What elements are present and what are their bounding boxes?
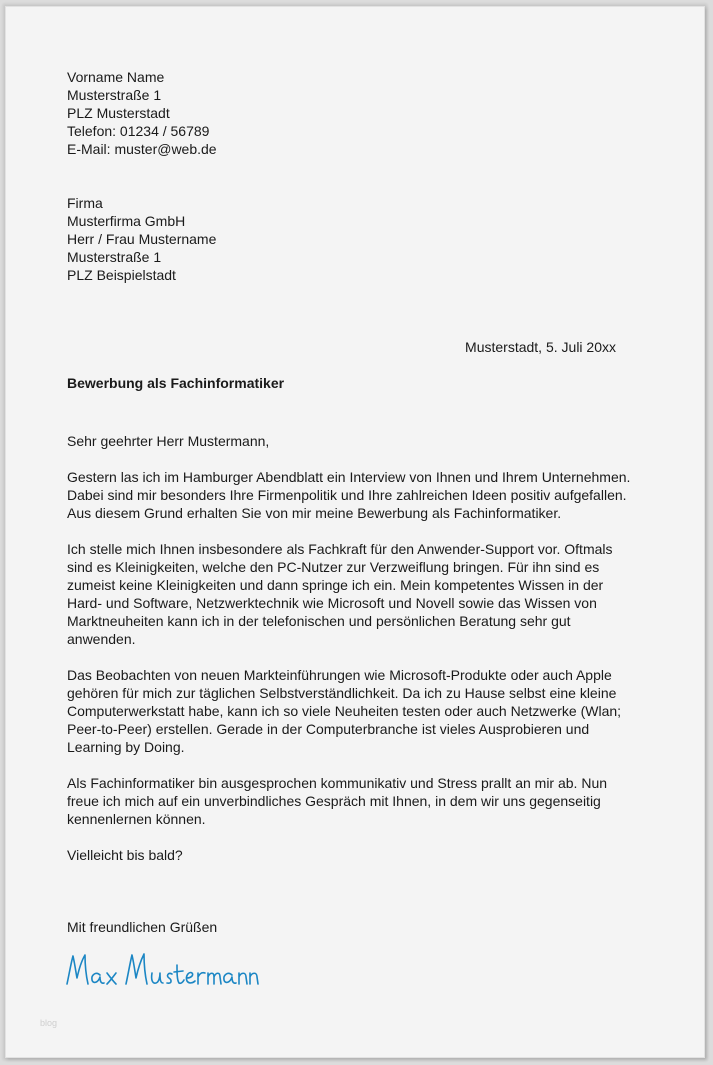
paragraph-line: zumeist keine Kleinigkeiten und dann springe ich ein. Mein kompetentes Wissen in der <box>67 577 604 593</box>
sender-city: PLZ Musterstadt <box>67 105 170 121</box>
paragraph-4 <box>67 774 607 828</box>
paragraph-line: sind es Kleinigkeiten, welche den PC-Nutzer zur Verzweiflung bringen. Für ihn sind es <box>67 559 600 575</box>
sender-street: Musterstraße 1 <box>67 87 162 103</box>
paragraph-line: gehören für mich zur täglichen Selbstverständlichkeit. Da ich zu Hause selbst eine kleine <box>67 685 617 701</box>
paragraph-line: kennenlernen können. <box>67 811 206 827</box>
recipient-contact: Herr / Frau Mustername <box>67 231 217 247</box>
paragraph-line: freue ich mich auf ein unverbindliches Gespräch mit Ihnen, in dem wir uns gegenseitig <box>67 793 601 809</box>
recipient-company: Musterfirma GmbH <box>67 213 186 229</box>
paragraph-line: Aus diesem Grund erhalten Sie von mir meine Bewerbung als Fachinformatiker. <box>67 505 562 521</box>
date-line: Musterstadt, 5. Juli 20xx <box>465 339 616 355</box>
paragraph-1 <box>67 468 630 522</box>
recipient-address <box>67 194 216 284</box>
paragraph-3 <box>67 666 621 756</box>
recipient-street: Musterstraße 1 <box>67 249 162 265</box>
letter-page <box>5 6 705 1058</box>
sender-phone: Telefon: 01234 / 56789 <box>67 123 210 139</box>
paragraph-line: Computerwerkstatt habe, kann ich so viele Neuheiten testen oder auch Netzwerke (Wlan; <box>67 703 622 719</box>
closing: Mit freundlichen Grüßen <box>67 919 218 935</box>
sender-name: Vorname Name <box>67 69 165 85</box>
paragraph-line: anwenden. <box>67 631 136 647</box>
paragraph-line: Dabei sind mir besonders Ihre Firmenpolitik und Ihre zahlreichen Ideen positiv aufgefallen. <box>67 487 627 503</box>
paragraph-line: Learning by Doing. <box>67 739 185 755</box>
paragraph-line: Als Fachinformatiker bin ausgesprochen kommunikativ und Stress prallt an mir ab. Nun <box>67 775 608 791</box>
paragraph-line: Marktneuheiten kann ich in der telefonischen und persönlichen Beratung sehr gut <box>67 613 571 629</box>
paragraph-line: Hard- und Software, Netzwerktechnik wie Microsoft und Novell sowie das Wissen von <box>67 595 597 611</box>
recipient-city: PLZ Beispielstadt <box>67 267 176 283</box>
closing-question: Vielleicht bis bald? <box>67 847 183 863</box>
subject-line: Bewerbung als Fachinformatiker <box>67 375 285 391</box>
paragraph-line: Peer-to-Peer) erstellen. Gerade in der Computerbranche ist vieles Ausprobieren und <box>67 721 590 737</box>
sender-address <box>67 68 217 158</box>
paragraph-line: Ich stelle mich Ihnen insbesondere als Fachkraft für den Anwender-Support vor. Oftmals <box>67 541 613 557</box>
signature <box>64 951 264 991</box>
paragraph-2 <box>67 540 613 648</box>
watermark: blog <box>40 1018 58 1028</box>
paragraph-line: Gestern las ich im Hamburger Abendblatt ein Interview von Ihnen und Ihrem Unternehmen. <box>67 469 631 485</box>
paragraph-line: Das Beobachten von neuen Markteinführungen wie Microsoft-Produkte oder auch Apple <box>67 667 612 683</box>
sender-email: E-Mail: muster@web.de <box>67 141 217 157</box>
recipient-company-label: Firma <box>67 195 103 211</box>
salutation: Sehr geehrter Herr Mustermann, <box>67 433 270 449</box>
